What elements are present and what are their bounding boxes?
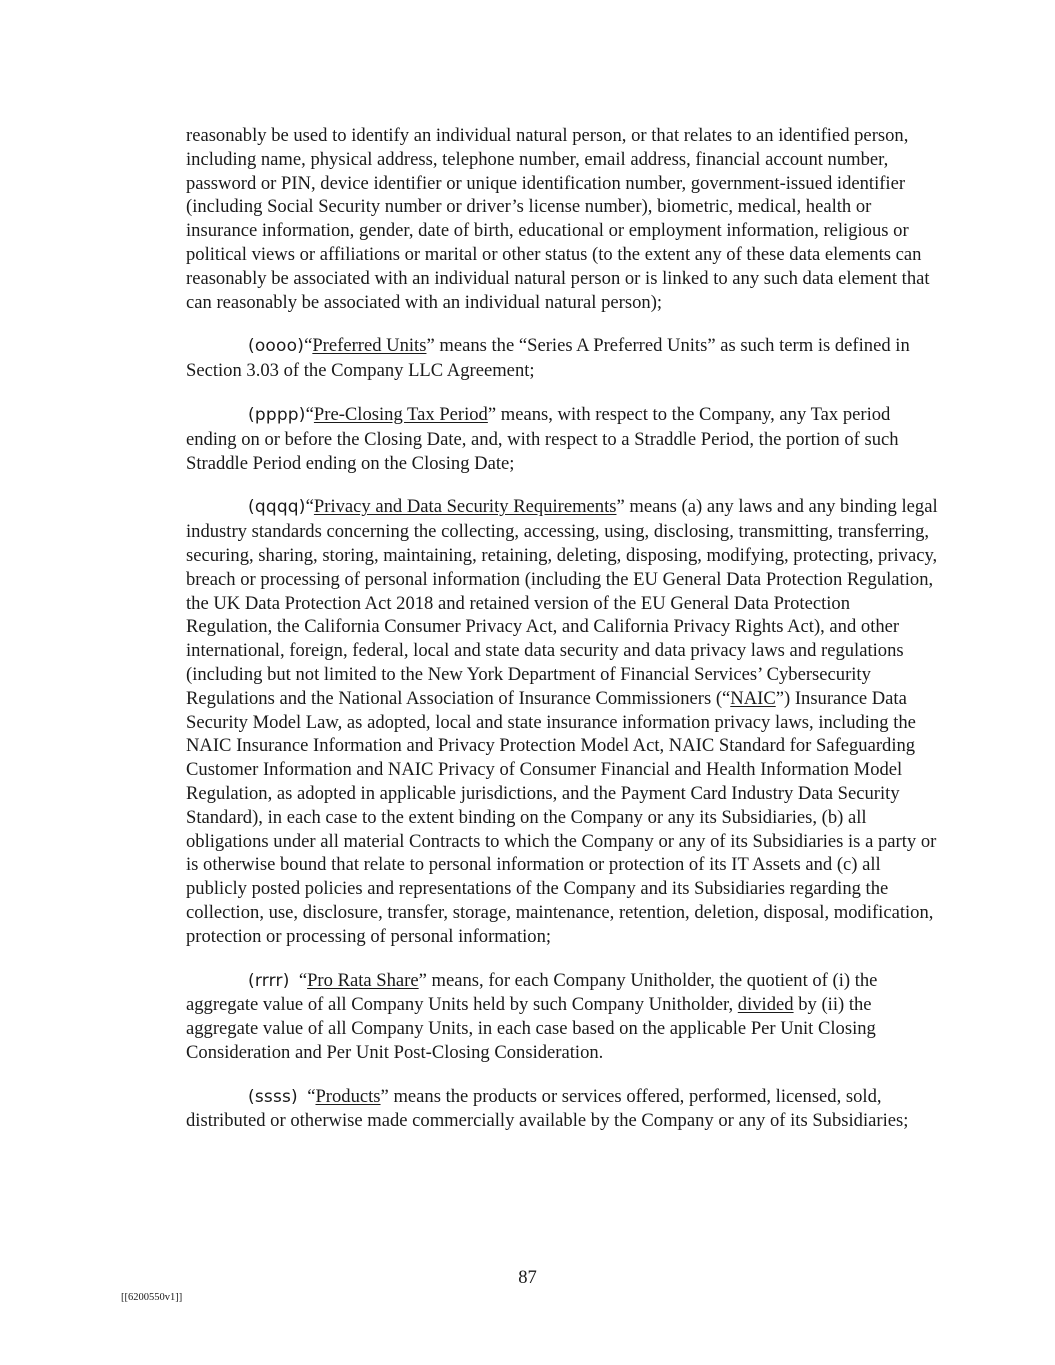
page-number: 87 xyxy=(518,1267,537,1288)
definition-pre-closing-tax-period: (pppp)“Pre-Closing Tax Period” means, with respect to the Company, any Tax period ending on or before the Closing Date, and, with respect to a Straddle Period, the portion of such Straddle Period ending on the Closing Date; xyxy=(186,403,899,474)
document-body xyxy=(186,124,938,1133)
clause-number: (qqqq) xyxy=(248,497,306,518)
document-id: [[6200550v1]] xyxy=(121,1292,183,1303)
definition-text: ” means the products or services offered, performed, licensed, sold, distributed or otherwise made commercially available by the Company or any of its Subsidiaries; xyxy=(186,1085,909,1132)
paragraph-text: reasonably be used to identify an individual natural person, or that relates to an identified person, including name, physical address, telephone number, email address, financial account number, password or PIN, device identifier or unique identification number, government-issued identifier (including Social Security number or driver’s license number), biometric, medical, health or insurance information, gender, date of birth, educational or employment information, religious or political views or affiliations or marital or other status (to the extent any of these data elements can reasonably be associated with an individual natural person or is linked to any such data element that can reasonably be associated with an individual natural person); xyxy=(186,125,930,313)
definition-preferred-units: (oooo)“Preferred Units” means the “Series A Preferred Units” as such term is defined in Section 3.03 of the Company LLC Agreement; xyxy=(186,335,910,382)
clause-number: (rrrr) xyxy=(248,970,290,991)
defined-term: Privacy and Data Security Requirements xyxy=(313,496,617,518)
defined-term: Products xyxy=(315,1085,381,1107)
definition-text-cont: ”) Insurance Data Security Model Law, as adopted, local and state insurance information privacy laws, including the NAIC Insurance Information and Privacy Protection Model Act, NAIC Standard for Safeguarding Customer Information and NAIC Privacy of Consumer Financial and Health Information Model Regulation, as adopted in applicable jurisdictions, and the Payment Card Industry Data Security Standard), in each case to the extent binding on the Company or any its Subsidiaries, (b) all obligations under all material Contracts to which the Company or any of its Subsidiaries is a party or is otherwise bound that relate to personal information or protection of its IT Assets and (c) all publicly posted policies and representations of the Company and its Subsidiaries regarding the collection, use, disclosure, transfer, storage, maintenance, retention, deletion, disposal, modification, protection or processing of personal information; xyxy=(186,687,937,947)
emphasis-divided: divided xyxy=(737,994,794,1016)
defined-term: Pro Rata Share xyxy=(307,969,419,991)
definition-pro-rata-share: (rrrr) “Pro Rata Share” means, for each Company Unitholder, the quotient of (i) the aggregate value of all Company Units held by such Company Unitholder, divided by (ii) the aggregate value of all Company Units, in each case based on the applicable Per Unit Closing Consideration and Per Unit Post-Closing Consideration. xyxy=(186,969,878,1063)
clause-number: (pppp) xyxy=(248,404,306,425)
definition-text: ” means, with respect to the Company, any Tax period ending on or before the Closing Date, and, with respect to a Straddle Period, the portion of such Straddle Period ending on the Closing Date; xyxy=(186,403,899,474)
clause-number: (oooo) xyxy=(248,336,305,357)
definition-text: ” means (a) any laws and any binding legal industry standards concerning the collecting, accessing, using, disclosing, transmitting, transferring, securing, sharing, storing, maintaining, retaining, deleting, disposing, modifying, protecting, privacy, breach or processing of personal information (including the EU General Data Protection Regulation, the UK Data Protection Act 2018 and retained version of the EU General Data Protection Regulation, the California Consumer Privacy Act, and California Privacy Rights Act), and other international, foreign, federal, local and state data security and data privacy laws and regulations (including but not limited to the New York Department of Financial Services’ Cybersecurity Regulations and the National Association of Insurance Commissioners (“ xyxy=(186,496,938,709)
defined-term-naic: NAIC xyxy=(730,687,776,709)
defined-term: Preferred Units xyxy=(312,335,427,357)
definition-products: (ssss) “Products” means the products or services offered, performed, licensed, sold, distributed or otherwise made commercially available by the Company or any of its Subsidiaries; xyxy=(186,1085,909,1132)
definition-privacy-data-security: (qqqq)“Privacy and Data Security Requirements” means (a) any laws and any binding legal industry standards concerning the collecting, accessing, using, disclosing, transmitting, transferring, securing, sharing, storing, maintaining, retaining, deleting, disposing, modifying, protecting, privacy, breach or processing of personal information (including the EU General Data Protection Regulation, the UK Data Protection Act 2018 and retained version of the EU General Data Protection Regulation, the California Consumer Privacy Act, and California Privacy Rights Act), and other international, foreign, federal, local and state data security and data privacy laws and regulations (including but not limited to the New York Department of Financial Services’ Cybersecurity Regulations and the National Association of Insurance Commissioners (“NAIC”) Insurance Data Security Model Law, as adopted, local and state insurance information privacy laws, including the NAIC Insurance Information and Privacy Protection Model Act, NAIC Standard for Safeguarding Customer Information and NAIC Privacy of Consumer Financial and Health Information Model Regulation, as adopted in applicable jurisdictions, and the Payment Card Industry Data Security Standard), in each case to the extent binding on the Company or any its Subsidiaries, (b) all obligations under all material Contracts to which the Company or any of its Subsidiaries is a party or is otherwise bound that relate to personal information or protection of its IT Assets and (c) all publicly posted policies and representations of the Company and its Subsidiaries regarding the collection, use, disclosure, transfer, storage, maintenance, retention, deletion, disposal, modification, protection or processing of personal information; xyxy=(186,496,938,947)
clause-number: (ssss) xyxy=(248,1086,298,1107)
definition-text-cont: by (ii) the aggregate value of all Company Units, in each case based on the applicable Per Unit Closing Consideration and Per Unit Post-Closing Consideration. xyxy=(186,994,876,1063)
paragraph-continuation xyxy=(186,124,938,314)
definition-text: ” means the “Series A Preferred Units” as such term is defined in Section 3.03 of the Company LLC Agreement; xyxy=(186,335,910,382)
defined-term: Pre-Closing Tax Period xyxy=(313,403,488,425)
definition-text: ” means, for each Company Unitholder, the quotient of (i) the aggregate value of all Company Units held by such Company Unitholder, xyxy=(186,969,878,1016)
